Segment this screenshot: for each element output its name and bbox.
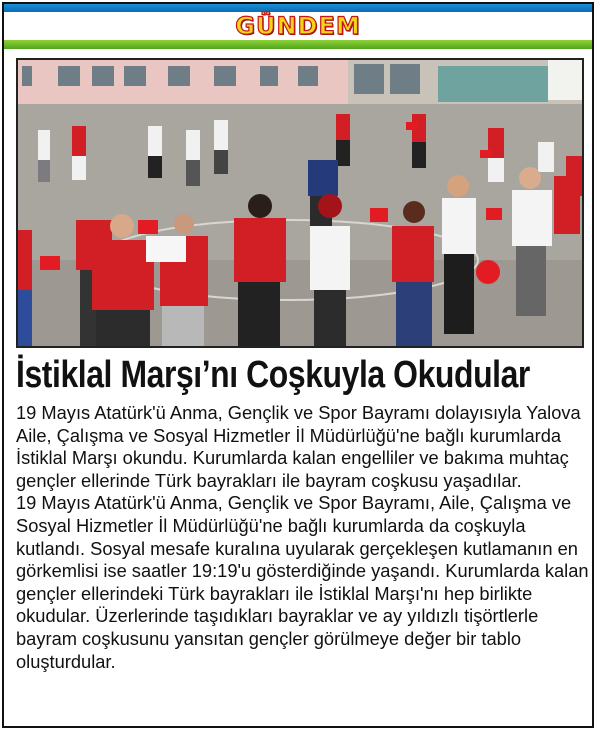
bottom-color-band bbox=[4, 40, 592, 49]
section-label: GÜNDEM bbox=[235, 12, 361, 40]
news-photo bbox=[16, 58, 584, 348]
top-color-band bbox=[4, 4, 592, 12]
article-headline: İstiklal Marşı’nı Coşkuyla Okudular bbox=[16, 354, 530, 396]
photo-illustration bbox=[18, 60, 582, 346]
article-paragraph: 19 Mayıs Atatürk'ü Anma, Gençlik ve Spor Bayramı dolayısıyla Yalova Aile, Çalışma ve Sosyal Hizmetler İl Müdürlüğü'ne bağlı kurumlarda İstiklal Marşı okundu. Kurumlarda kalan engelliler ve bakıma muhtaç gençler ellerinde Türk bayrakları ile bayram coşkusu yaşadılar. bbox=[16, 402, 581, 491]
news-clipping bbox=[2, 2, 594, 728]
article-paragraph: 19 Mayıs Atatürk'ü Anma, Gençlik ve Spor Bayramı, Aile, Çalışma ve Sosyal Hizmetler İl Müdürlüğü'ne bağlı kurumlarda da coşkuyla kutlandı. Sosyal mesafe kuralına uyularak gerçekleşen kutlamanın en görkemlisi ise saatler 19:19'u gösterdiğinde yaşandı. Kurumlarda kalan gençler ellerindeki Türk bayrakları ile İstiklal Marşı'nı hep birlikte okudular. Üzerlerinde taşıdıkları bayraklar ve ay yıldızlı tişörtlerle bayram coşkusunu yansıtan gençler görülmeye değer bir tablo oluşturdular. bbox=[16, 492, 589, 672]
section-banner bbox=[4, 12, 592, 40]
article-body bbox=[16, 402, 592, 673]
